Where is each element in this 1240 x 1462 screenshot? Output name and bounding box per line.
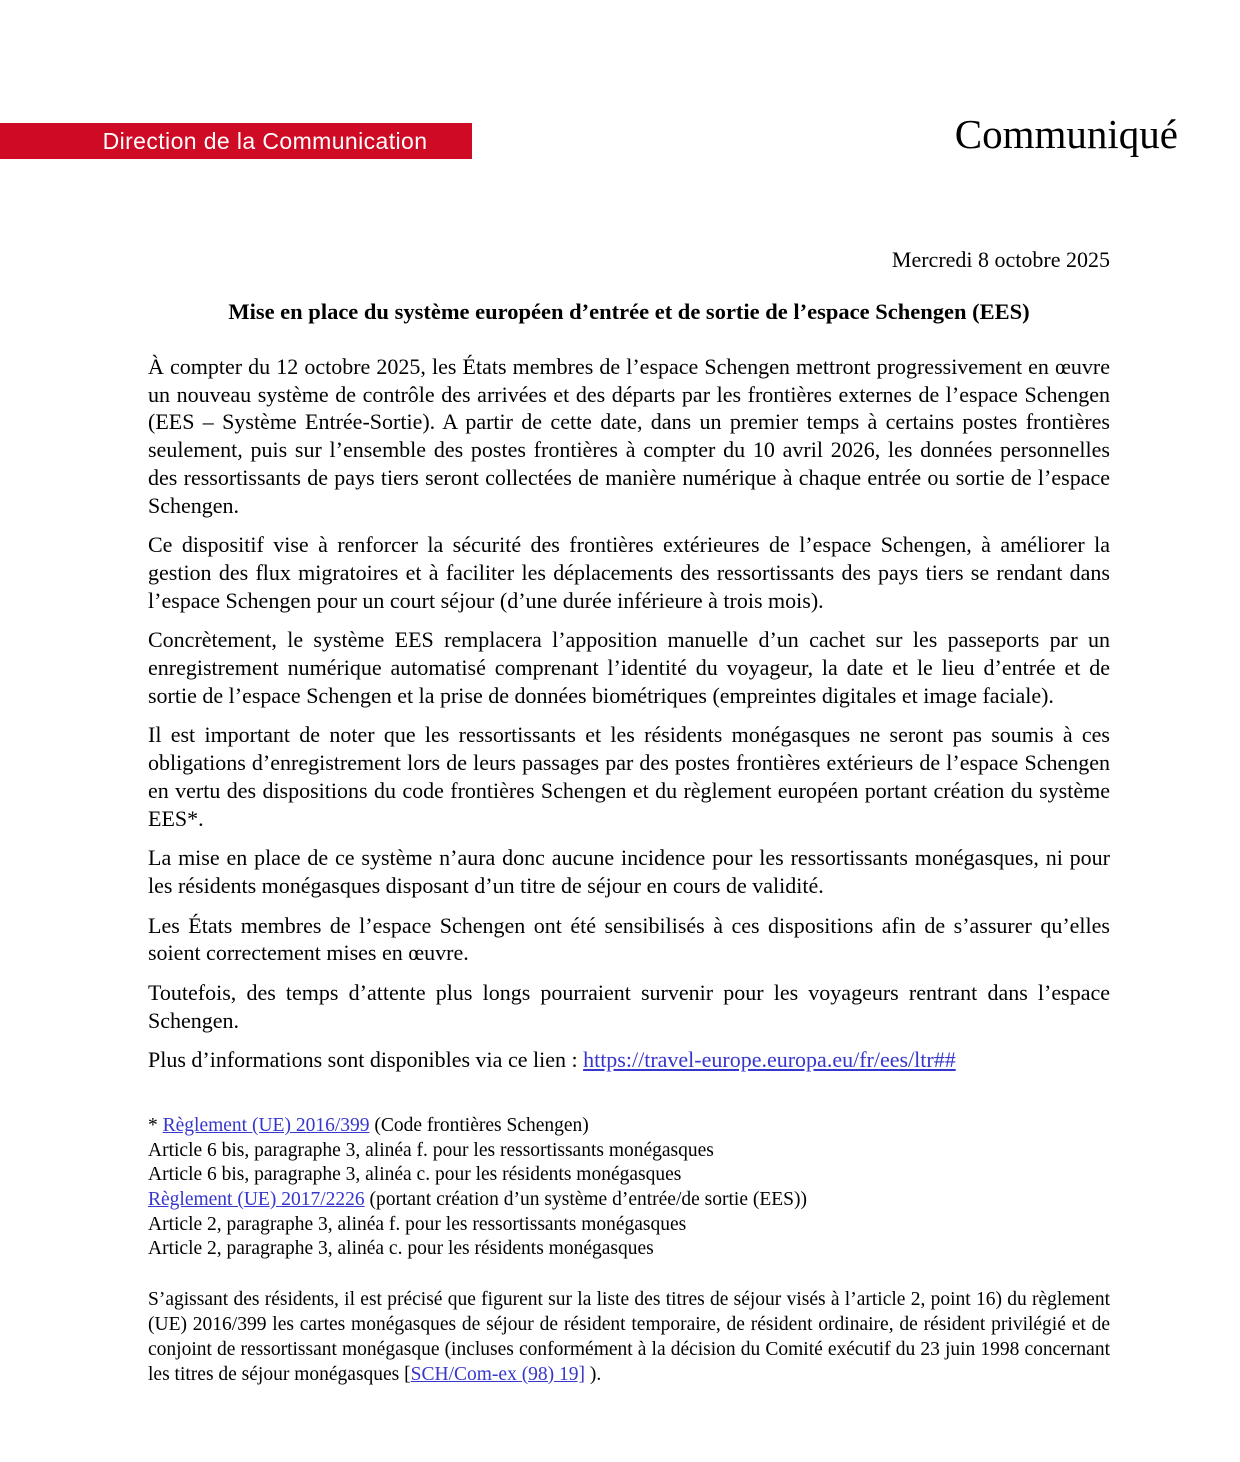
footnotes-block [148, 1114, 1110, 1262]
footnote-line: Article 2, paragraphe 3, alinéa f. pour les ressortissants monégasques [148, 1213, 687, 1235]
masthead-title: Communiqué [954, 111, 1178, 157]
paragraph-member-states: Les États membres de l’espace Schengen ont été sensibilisés à ces dispositions afin de s’assurer qu’elles soient correctement mises en œuvre. [148, 912, 1110, 966]
paragraph-how-it-works: Concrètement, le système EES remplacera l’apposition manuelle d’un cachet sur les passeports par un enregistrement numérique automatisé comprenant l’identité du voyageur, la date et le lieu d’entrée et de sortie de l’espace Schengen et la prise de données biométriques (empreintes digitales et image faciale). [148, 627, 1110, 708]
paragraph-monegasque-exemption: Il est important de noter que les ressortissants et les résidents monégasques ne seront pas soumis à ces obligations d’enregistrement lors de leurs passages par des postes frontières extérieurs de l’espace Schengen en vertu des dispositions du code frontières Schengen et du règlement européen portant création du système EES*. [148, 722, 1110, 831]
paragraph-intro: À compter du 12 octobre 2025, les États membres de l’espace Schengen mettront progressivement en œuvre un nouveau système de contrôle des arrivées et des départs par les frontières externes de l’espace Schengen (EES – Système Entrée-Sortie). A partir de cette date, dans un premier temps à certains postes frontières seulement, puis sur l’ensemble des postes frontières à compter du 10 avril 2026, les données personnelles des ressortissants de pays tiers seront collectées de manière numérique à chaque entrée ou sortie de l’espace Schengen. [148, 354, 1110, 518]
ees-info-link[interactable]: https://travel-europe.europa.eu/fr/ees/ltr## [583, 1047, 956, 1073]
paragraph-no-incidence: La mise en place de ce système n’aura donc aucune incidence pour les ressortissants monégasques, ni pour les résidents monégasques disposant d’un titre de séjour en cours de validité. [148, 845, 1110, 898]
footnote-suffix: (portant création d’un système d’entrée/de sortie (EES)) [364, 1188, 808, 1210]
more-info-prefix: Plus d’informations sont disponibles via ce lien : [148, 1047, 584, 1073]
regulation-2016-399-link[interactable]: Règlement (UE) 2016/399 [162, 1115, 370, 1137]
footnote-suffix: (Code frontières Schengen) [369, 1115, 589, 1137]
document-title: Mise en place du système européen d’entrée et de sortie de l’espace Schengen (EES) [228, 299, 1030, 324]
footnote-line: Article 6 bis, paragraphe 3, alinéa f. pour les ressortissants monégasques [148, 1139, 714, 1161]
residents-note-suffix: ). [585, 1363, 602, 1385]
footnote-line [148, 1188, 1110, 1213]
residents-note-text: S’agissant des résidents, il est précisé que figurent sur la liste des titres de séjour visés à l’article 2, point 16) du règlement (UE) 2016/399 les cartes monégasques de séjour de résident temporaire, de résident ordinaire, de résident privilégié et de conjoint de ressortissant monégasque (incluses conformément à la décision du Comité exécutif du 23 juin 1998 concernant les titres de séjour monégasques [ [148, 1288, 1110, 1385]
footnote-line: Article 6 bis, paragraphe 3, alinéa c. pour les résidents monégasques [148, 1164, 682, 1186]
department-label: Direction de la Communication [102, 127, 428, 154]
more-info-line [148, 1046, 1110, 1074]
document-body [148, 0, 1110, 1387]
paragraph-wait-times: Toutefois, des temps d’attente plus longs pourraient survenir pour les voyageurs rentrant dans l’espace Schengen. [148, 980, 1110, 1033]
regulation-2017-2226-link[interactable]: Règlement (UE) 2017/2226 [148, 1188, 365, 1210]
footnote-line [148, 1114, 1110, 1139]
sch-com-ex-link[interactable]: SCH/Com-ex (98) 19] [410, 1363, 586, 1385]
paragraph-objectives: Ce dispositif vise à renforcer la sécurité des frontières extérieures de l’espace Schengen, à améliorer la gestion des flux migratoires et à faciliter les déplacements des ressortissants des pays tiers se rendant dans l’espace Schengen pour un court séjour (d’une durée inférieure à trois mois). [148, 532, 1110, 613]
residents-note [148, 1287, 1110, 1387]
footnote-asterisk: * [148, 1115, 163, 1137]
footnote-line: Article 2, paragraphe 3, alinéa c. pour les résidents monégasques [148, 1238, 654, 1260]
date-line: Mercredi 8 octobre 2025 [891, 247, 1110, 272]
